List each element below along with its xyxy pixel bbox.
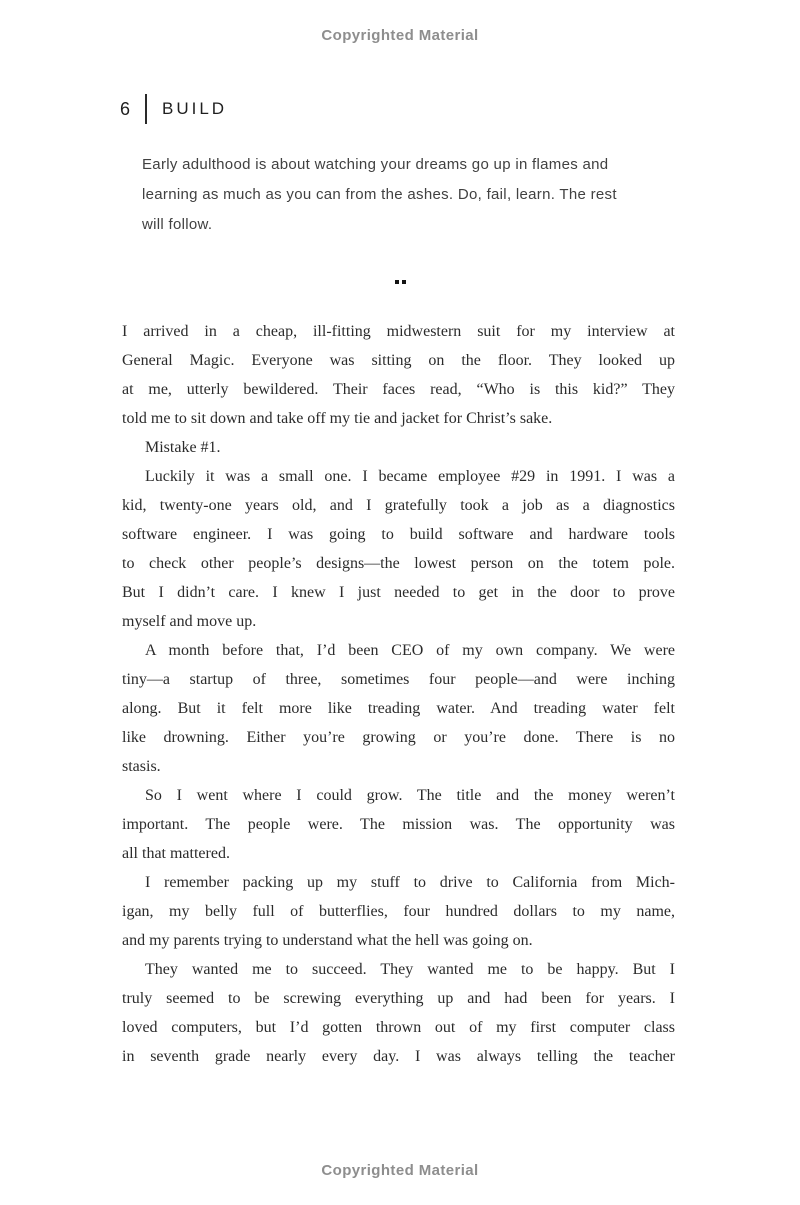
body-line: I remember packing up my stuff to drive to California from Mich- bbox=[145, 874, 675, 891]
copyright-notice-bottom: Copyrighted Material bbox=[321, 1162, 479, 1179]
epigraph bbox=[142, 150, 682, 240]
body-line: They wanted me to succeed. They wanted me to be happy. But I bbox=[145, 961, 675, 978]
body-line: in seventh grade nearly every day. I was always telling the teacher bbox=[122, 1048, 675, 1065]
body-line: Mistake #1. bbox=[145, 439, 221, 456]
running-header bbox=[120, 93, 227, 125]
page-number: 6 bbox=[120, 98, 132, 119]
body-line: General Magic. Everyone was sitting on the floor. They looked up bbox=[122, 352, 675, 369]
body-line: But I didn’t care. I knew I just needed to get in the door to prove bbox=[122, 584, 675, 601]
body-line: important. The people were. The mission was. The opportunity was bbox=[122, 816, 675, 833]
body-line: A month before that, I’d been CEO of my own company. We were bbox=[145, 642, 675, 659]
body-line: myself and move up. bbox=[122, 613, 257, 630]
body-line: loved computers, but I’d gotten thrown out of my first computer class bbox=[122, 1019, 675, 1036]
header-divider bbox=[145, 94, 147, 124]
body-line: software engineer. I was going to build software and hardware tools bbox=[122, 526, 675, 543]
epigraph-line: Early adulthood is about watching your dreams go up in flames and bbox=[142, 156, 609, 173]
body-line: all that mattered. bbox=[122, 845, 230, 862]
body-line: kid, twenty-one years old, and I gratefully took a job as a diagnostics bbox=[122, 497, 675, 514]
body-line: like drowning. Either you’re growing or you’re done. There is no bbox=[122, 729, 675, 746]
body-line: Luckily it was a small one. I became employee #29 in 1991. I was a bbox=[145, 468, 675, 485]
separator-dot bbox=[402, 280, 406, 284]
body-line: igan, my belly full of butterflies, four hundred dollars to my name, bbox=[122, 903, 675, 920]
body-line: at me, utterly bewildered. Their faces read, “Who is this kid?” They bbox=[122, 381, 675, 398]
epigraph-line: learning as much as you can from the ashes. Do, fail, learn. The rest bbox=[142, 186, 617, 203]
copyright-notice-top: Copyrighted Material bbox=[321, 27, 479, 44]
body-line: stasis. bbox=[122, 758, 161, 775]
section-separator bbox=[0, 280, 800, 284]
body-line: So I went where I could grow. The title and the money weren’t bbox=[145, 787, 675, 804]
epigraph-line: will follow. bbox=[142, 216, 213, 233]
body-line: and my parents trying to understand what the hell was going on. bbox=[122, 932, 533, 949]
body-line: told me to sit down and take off my tie and jacket for Christ’s sake. bbox=[122, 410, 553, 427]
body-line: I arrived in a cheap, ill-fitting midwestern suit for my interview at bbox=[122, 323, 675, 340]
body-line: along. But it felt more like treading water. And treading water felt bbox=[122, 700, 675, 717]
separator-dot bbox=[395, 280, 399, 284]
body-line: tiny—a startup of three, sometimes four people—and were inching bbox=[122, 671, 675, 688]
body-line: to check other people’s designs—the lowest person on the totem pole. bbox=[122, 555, 675, 572]
body-line: truly seemed to be screwing everything up and had been for years. I bbox=[122, 990, 675, 1007]
body-text bbox=[122, 317, 675, 1071]
book-title: BUILD bbox=[162, 99, 228, 118]
